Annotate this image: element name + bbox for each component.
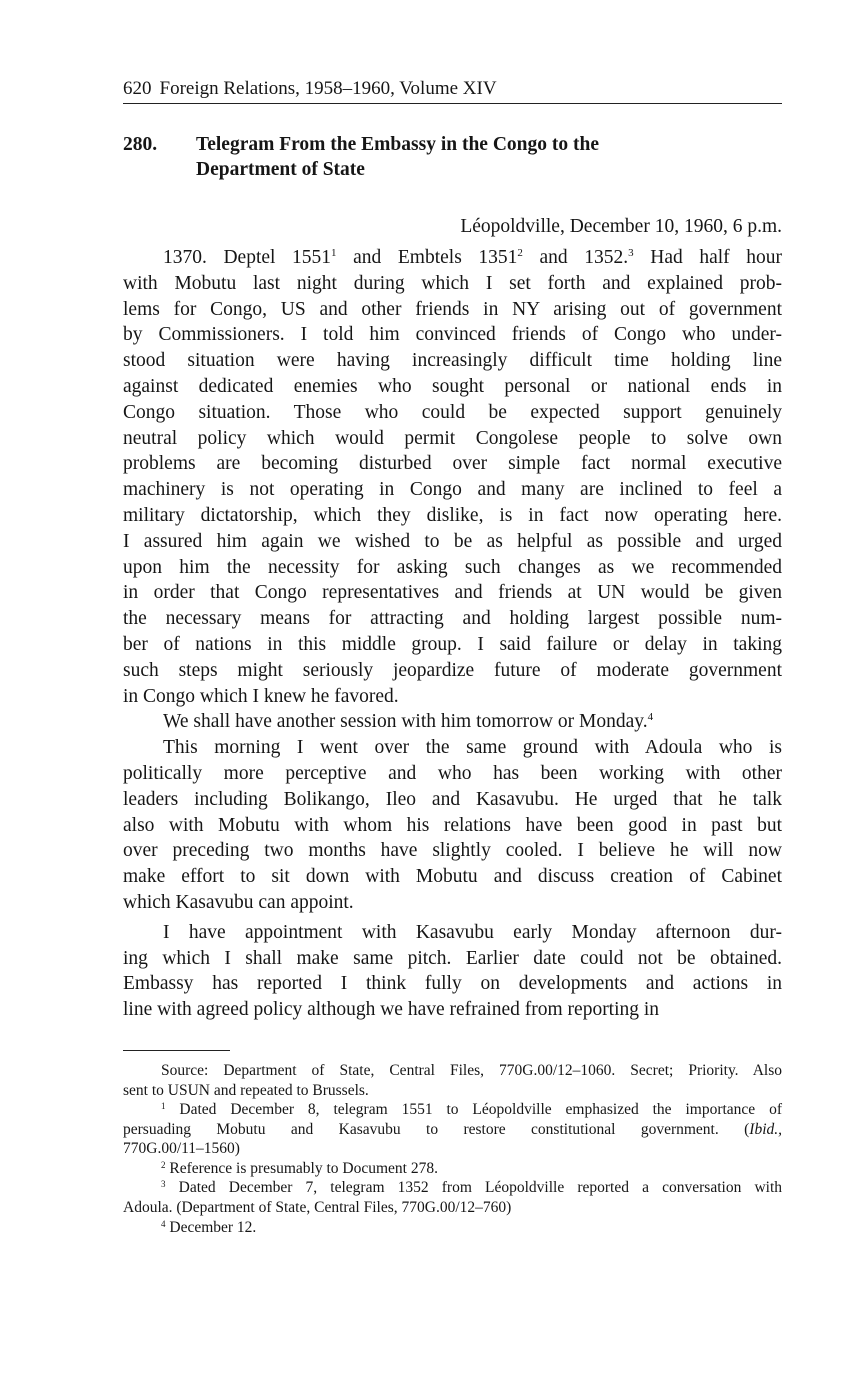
footnote-4 [123,1218,782,1238]
paragraph-3 [123,735,782,916]
footnote-line: 770G.00/11–1560) [123,1140,240,1158]
ibid-citation: Ibid., [749,1120,782,1138]
footnote-line: Adoula. (Department of State, Central Files, 770G.00/12–760) [123,1199,512,1217]
footnote-line: $^2$ Reference is presumably to Document 278. [161,1159,438,1177]
text-line: ber of nations in this middle group. I said failure or delay in taking [123,633,782,655]
footnote-ref: 2 [517,247,523,259]
text-line: against dedicated enemies who sought personal or national ends in [123,375,782,397]
footnote-line: sent to USUN and repeated to Brussels. [123,1081,369,1099]
text-line: This morning I went over the same ground with Adoula who is [163,737,782,759]
text-line: I have appointment with Kasavubu early Monday afternoon dur- [163,921,782,943]
source-note [123,1061,782,1100]
text-line: ing which I shall make same pitch. Earlier date could not be obtained. [123,947,782,969]
text-line: military dictatorship, which they dislike, is in fact now operating here. [123,504,782,526]
footnote-1 [123,1100,782,1159]
text-line: in Congo which I knew he favored. [123,685,399,707]
text-line: Embassy has reported I think fully on developments and actions in [123,973,782,995]
page-number: 620 [123,78,152,99]
text-line: problems are becoming disturbed over simple fact normal executive [123,453,782,475]
text-line: Congo situation. Those who could be expected support genuinely [123,401,782,423]
paragraph-4 [123,920,782,1023]
document-number: 280. [123,134,158,155]
footnote-line: $^4$ December 12. [161,1218,257,1236]
text-line: which Kasavubu can appoint. [123,891,354,913]
text-line: We shall have another session with him tomorrow or Monday.$^4$ [163,711,654,733]
text-line: lems for Congo, US and other friends in NY arising out of government [123,298,782,320]
text-line: such steps might seriously jeopardize future of moderate government [123,659,782,681]
footnote-line: Source: Department of State, Central Files, 770G.00/12–1060. Secret; Priority. Also [161,1061,782,1079]
footnote-line: persuading Mobutu and Kasavubu to restore constitutional government. (Ibid., [123,1120,782,1138]
text-line: with Mobutu last night during which I set forth and explained prob- [123,272,782,294]
text-line: 1370. Deptel 1551$^1$ and Embtels 1351$^2$ and 1352.$^3$ Had half hour [163,247,782,268]
footnote-line: $^1$ Dated December 8, telegram 1551 to Léopoldville emphasized the importance of [161,1101,782,1119]
text-line: machinery is not operating in Congo and many are inclined to feel a [123,479,782,501]
footnote-3 [123,1178,782,1217]
dateline: Léopoldville, December 10, 1960, 6 p.m. [460,216,782,237]
paragraph-1 [123,245,782,709]
text-line: stood situation were having increasingly difficult time holding line [123,350,782,372]
document-title: Telegram From the Embassy in the Congo to the Department of State [196,134,599,180]
footnotes [123,1061,782,1237]
text-line: neutral policy which would permit Congolese people to solve own [123,427,782,449]
paragraph-2 [123,709,782,735]
text-line: the necessary means for attracting and holding largest possible num- [123,608,782,630]
footnote-ref: 3 [628,247,634,259]
document-page [123,76,782,1237]
footnote-marker: 2 [161,1159,166,1170]
running-title: Foreign Relations, 1958–1960, Volume XIV [159,78,497,99]
text-line: upon him the necessity for asking such changes as we recommended [123,556,782,578]
text-line: politically more perceptive and who has been working with other [123,762,782,784]
text-line: also with Mobutu with whom his relations have been good in past but [123,814,782,836]
text-line: over preceding two months have slightly cooled. I believe he will now [123,840,782,862]
footnote-divider [123,1050,230,1051]
footnote-marker: 1 [161,1101,166,1112]
text-line: line with agreed policy although we have refrained from reporting in [123,999,660,1021]
telegram-body [123,245,782,1023]
running-header [123,76,782,104]
text-line: in order that Congo representatives and friends at UN would be given [123,582,782,604]
text-line: by Commissioners. I told him convinced friends of Congo who under- [123,324,782,346]
footnote-marker: 4 [161,1218,166,1229]
text-line: leaders including Bolikango, Ileo and Kasavubu. He urged that he talk [123,788,782,810]
footnote-marker: 3 [161,1179,166,1190]
document-heading [123,132,782,182]
footnote-line: $^3$ Dated December 7, telegram 1352 from Léopoldville reported a conversation with [161,1179,782,1197]
footnote-ref: 1 [331,247,337,259]
text-line: make effort to sit down with Mobutu and discuss creation of Cabinet [123,866,782,888]
text-line: I assured him again we wished to be as helpful as possible and urged [123,530,782,552]
footnote-ref: 4 [647,711,654,724]
footnote-2 [123,1159,782,1179]
